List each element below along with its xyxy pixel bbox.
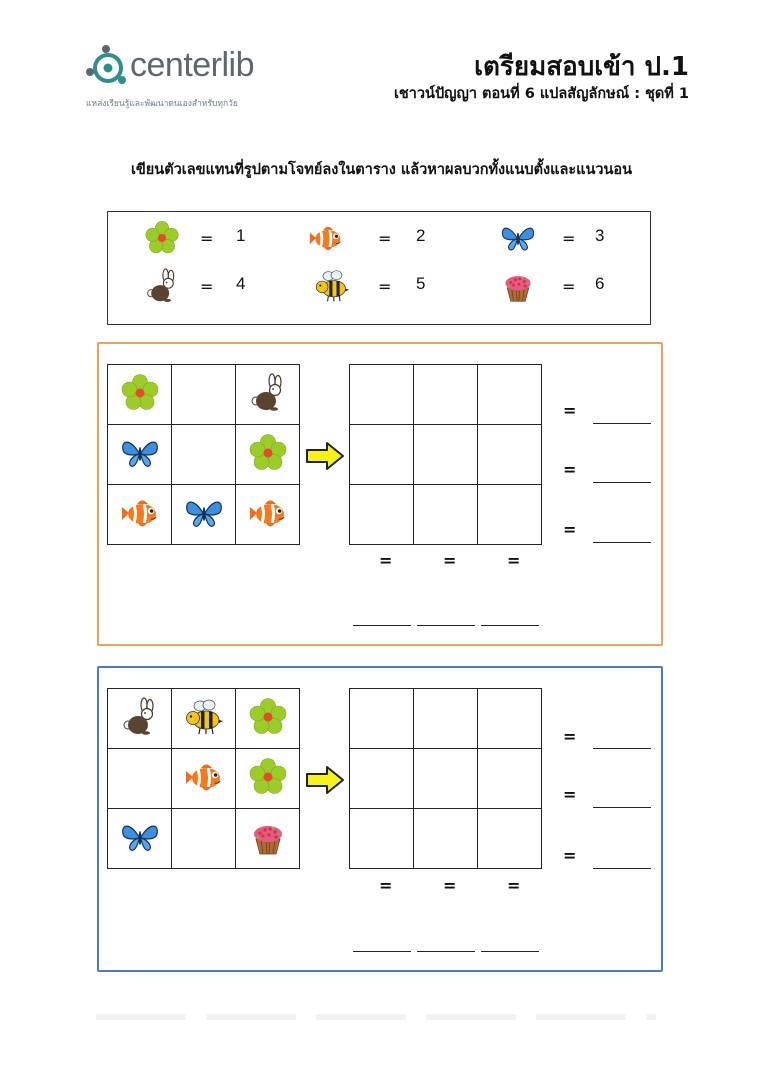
answer-cell[interactable] bbox=[414, 425, 478, 485]
legend-item bbox=[308, 220, 478, 260]
clownfish-icon bbox=[184, 757, 224, 797]
answer-cell[interactable] bbox=[414, 749, 478, 809]
legend-value: 4 bbox=[236, 274, 246, 293]
arrow-right-icon bbox=[305, 441, 345, 471]
column-sum-blank[interactable] bbox=[417, 625, 475, 626]
cupcake-icon bbox=[248, 817, 288, 857]
flower-icon bbox=[248, 433, 288, 473]
picture-cell bbox=[236, 425, 300, 485]
column-sum-blank[interactable] bbox=[481, 625, 539, 626]
answer-cell[interactable] bbox=[350, 749, 414, 809]
picture-cell bbox=[236, 485, 300, 545]
answer-cell[interactable] bbox=[414, 689, 478, 749]
picture-cell bbox=[108, 425, 172, 485]
legend-value: 3 bbox=[595, 226, 605, 245]
column-equals: = bbox=[507, 876, 521, 895]
answer-cell[interactable] bbox=[478, 809, 542, 869]
answer-cell[interactable] bbox=[414, 485, 478, 545]
answer-grid-1 bbox=[349, 364, 542, 545]
picture-cell bbox=[108, 485, 172, 545]
row-sum-blank[interactable] bbox=[593, 868, 651, 869]
answer-cell[interactable] bbox=[350, 485, 414, 545]
picture-cell bbox=[108, 749, 172, 809]
answer-cell[interactable] bbox=[478, 425, 542, 485]
legend-item bbox=[314, 268, 484, 308]
page-title: เตรียมสอบเข้า ป.1 bbox=[474, 52, 689, 82]
rabbit-icon bbox=[144, 268, 180, 304]
answer-cell[interactable] bbox=[478, 749, 542, 809]
flower-icon bbox=[248, 757, 288, 797]
row-sum-blank[interactable] bbox=[593, 807, 651, 808]
cupcake-icon bbox=[500, 268, 536, 304]
picture-cell bbox=[108, 365, 172, 425]
row-sum-blank[interactable] bbox=[593, 748, 651, 749]
column-equals: = bbox=[443, 551, 457, 570]
picture-cell bbox=[172, 485, 236, 545]
column-sum-blank[interactable] bbox=[481, 951, 539, 952]
picture-cell bbox=[108, 809, 172, 869]
column-equals: = bbox=[507, 551, 521, 570]
flower-icon bbox=[248, 697, 288, 737]
flower-icon bbox=[120, 373, 160, 413]
legend-equals: = bbox=[378, 277, 392, 296]
answer-cell[interactable] bbox=[350, 809, 414, 869]
answer-cell[interactable] bbox=[350, 689, 414, 749]
row-sum-blank[interactable] bbox=[593, 482, 651, 483]
answer-cell[interactable] bbox=[478, 365, 542, 425]
picture-cell bbox=[236, 809, 300, 869]
legend-equals: = bbox=[562, 277, 576, 296]
picture-cell bbox=[108, 689, 172, 749]
logo-wordmark: centerlib bbox=[130, 46, 255, 84]
arrow-right-icon bbox=[305, 765, 345, 795]
clownfish-icon bbox=[120, 493, 160, 533]
picture-cell bbox=[172, 749, 236, 809]
page-subtitle: เชาวน์ปัญญา ตอนที่ 6 แปลสัญลักษณ์ : ชุดที่ 1 bbox=[393, 86, 689, 102]
row-equals: = bbox=[563, 846, 577, 865]
flower-icon bbox=[144, 220, 180, 256]
legend-value: 6 bbox=[595, 274, 605, 293]
logo-mark-icon bbox=[86, 45, 126, 84]
rabbit-icon bbox=[248, 373, 288, 413]
symbol-legend bbox=[107, 211, 651, 325]
bee-icon bbox=[314, 268, 350, 304]
picture-cell bbox=[236, 689, 300, 749]
legend-value: 2 bbox=[416, 226, 426, 245]
legend-equals: = bbox=[562, 229, 576, 248]
bee-icon bbox=[184, 697, 224, 737]
column-sum-blank[interactable] bbox=[417, 951, 475, 952]
butterfly-icon bbox=[120, 433, 160, 473]
picture-cell bbox=[172, 365, 236, 425]
legend-equals: = bbox=[378, 229, 392, 248]
row-sum-blank[interactable] bbox=[593, 542, 651, 543]
row-sum-blank[interactable] bbox=[593, 423, 651, 424]
clownfish-icon bbox=[308, 220, 344, 256]
logo-tagline: แหล่งเรียนรู้และพัฒนาตนเองสำหรับทุกวัย bbox=[86, 99, 238, 109]
answer-cell[interactable] bbox=[414, 365, 478, 425]
legend-item bbox=[144, 268, 314, 308]
column-equals: = bbox=[379, 551, 393, 570]
butterfly-icon bbox=[184, 493, 224, 533]
answer-cell[interactable] bbox=[478, 689, 542, 749]
picture-grid-2 bbox=[107, 688, 300, 869]
row-equals: = bbox=[563, 460, 577, 479]
column-sum-blank[interactable] bbox=[353, 951, 411, 952]
clownfish-icon bbox=[248, 493, 288, 533]
faded-footer-text bbox=[96, 1014, 656, 1020]
column-equals: = bbox=[443, 876, 457, 895]
picture-grid-1 bbox=[107, 364, 300, 545]
answer-cell[interactable] bbox=[478, 485, 542, 545]
picture-cell bbox=[172, 689, 236, 749]
answer-grid-2 bbox=[349, 688, 542, 869]
row-equals: = bbox=[563, 401, 577, 420]
picture-cell bbox=[236, 749, 300, 809]
answer-cell[interactable] bbox=[350, 365, 414, 425]
answer-cell[interactable] bbox=[350, 425, 414, 485]
picture-cell bbox=[172, 809, 236, 869]
row-equals: = bbox=[563, 520, 577, 539]
legend-value: 1 bbox=[236, 226, 246, 245]
legend-equals: = bbox=[200, 229, 214, 248]
column-equals: = bbox=[379, 876, 393, 895]
column-sum-blank[interactable] bbox=[353, 625, 411, 626]
picture-cell bbox=[236, 365, 300, 425]
instruction-text: เขียนตัวเลขแทนที่รูปตามโจทย์ลงในตาราง แล้วหาผลบวกทั้งแนบตั้งและแนวนอน bbox=[130, 162, 633, 178]
row-equals: = bbox=[563, 785, 577, 804]
legend-equals: = bbox=[200, 277, 214, 296]
legend-value: 5 bbox=[416, 274, 426, 293]
legend-item bbox=[500, 268, 670, 308]
answer-cell[interactable] bbox=[414, 809, 478, 869]
rabbit-icon bbox=[120, 697, 160, 737]
legend-item bbox=[500, 220, 670, 260]
row-equals: = bbox=[563, 727, 577, 746]
picture-cell bbox=[172, 425, 236, 485]
legend-item bbox=[144, 220, 314, 260]
butterfly-icon bbox=[120, 817, 160, 857]
butterfly-icon bbox=[500, 220, 536, 256]
